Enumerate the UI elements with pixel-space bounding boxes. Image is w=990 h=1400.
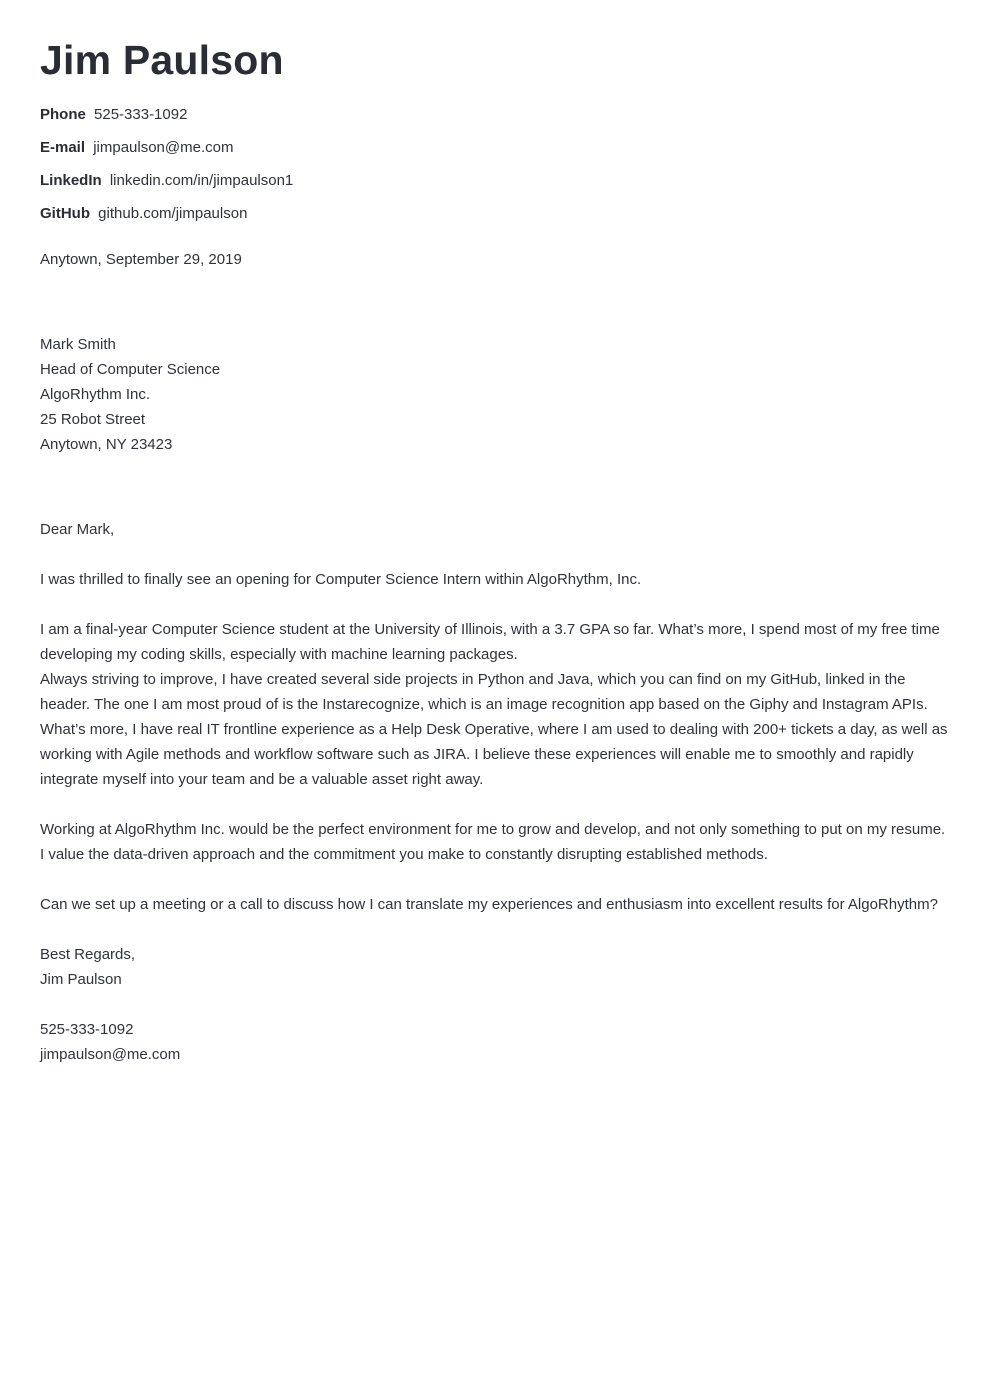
contact-value: linkedin.com/in/jimpaulson1	[109, 172, 294, 189]
footer-contacts	[40, 1017, 950, 1067]
greeting: Dear Mark,	[40, 521, 115, 538]
signature: Jim Paulson	[40, 971, 122, 988]
contact-linkedin	[40, 170, 293, 203]
contact-github	[40, 203, 293, 236]
contact-label: LinkedIn	[40, 172, 102, 189]
paragraph-education: I am a final-year Computer Science student at the University of Illinois, with a 3.7 GPA so far. What’s more, I spend most of my free time developing my coding skills, especially with machine learning packages.	[40, 621, 940, 663]
contact-list	[40, 104, 293, 236]
signoff	[40, 942, 950, 992]
contact-value: github.com/jimpaulson	[98, 205, 248, 222]
paragraph-opening: I was thrilled to finally see an opening for Computer Science Intern within AlgoRhythm, Inc.	[40, 571, 642, 588]
letter-date: Anytown, September 29, 2019	[40, 251, 242, 268]
footer-phone: 525-333-1092	[40, 1021, 134, 1038]
recipient-city: Anytown, NY 23423	[40, 436, 173, 453]
recipient-company: AlgoRhythm Inc.	[40, 386, 151, 403]
contact-label: Phone	[40, 106, 86, 123]
letter-body	[40, 517, 950, 1067]
contact-value: 525-333-1092	[94, 106, 188, 123]
contact-label: GitHub	[40, 205, 90, 222]
contact-label: E-mail	[40, 139, 86, 156]
applicant-name: Jim Paulson	[40, 37, 284, 83]
closing: Best Regards,	[40, 946, 136, 963]
paragraph-call-to-action: Can we set up a meeting or a call to discuss how I can translate my experiences and enthusiasm into excellent results for AlgoRhythm?	[40, 896, 938, 913]
paragraph-experience: Always striving to improve, I have created several side projects in Python and Java, which you can find on my GitHub, linked in the header. The one I am most proud of is the Instarecognize, which is an image recognition app based on the Giphy and Instagram APIs. What’s more, I have real IT frontline experience as a Help Desk Operative, where I am used to dealing with 200+ tickets a day, as well as working with Agile methods and workflow software such as JIRA. I believe these experiences will enable me to smoothly and rapidly integrate myself into your team and be a valuable asset right away.	[40, 671, 948, 788]
contact-email	[40, 137, 293, 170]
recipient-street: 25 Robot Street	[40, 411, 146, 428]
recipient-address	[40, 332, 220, 457]
contact-value: jimpaulson@me.com	[93, 139, 234, 156]
recipient-name: Mark Smith	[40, 336, 116, 353]
contact-phone	[40, 104, 293, 137]
recipient-title: Head of Computer Science	[40, 361, 221, 378]
paragraph-motivation: Working at AlgoRhythm Inc. would be the perfect environment for me to grow and develop, and not only something to put on my resume. I value the data-driven approach and the commitment you make to constantly disrupting established methods.	[40, 821, 946, 863]
footer-email: jimpaulson@me.com	[40, 1046, 181, 1063]
